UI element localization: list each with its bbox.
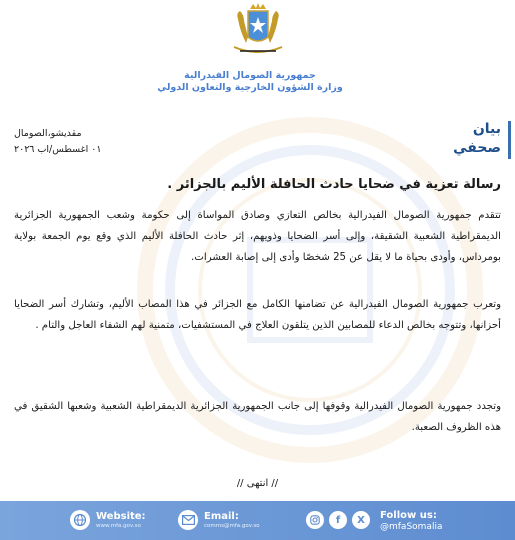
follow-handle[interactable]: @mfaSomalia <box>380 522 443 532</box>
ministry-name <box>130 70 370 94</box>
mail-icon <box>178 510 198 530</box>
facebook-icon[interactable]: f <box>329 511 347 529</box>
website-label: Website: <box>96 511 146 522</box>
instagram-icon[interactable] <box>306 511 324 529</box>
globe-icon <box>70 510 90 530</box>
coat-of-arms-emblem <box>226 3 290 65</box>
ministry-line-2: وزارة الشؤون الخارجية والتعاون الدولي <box>157 82 343 93</box>
x-icon[interactable]: X <box>352 511 370 529</box>
document-subject: رسالة تعزية في ضحايا حادث الحافلة الأليم بالجزائر . <box>167 177 501 192</box>
document-type-line-2: صحفي <box>453 140 501 156</box>
end-note: // انتهى // <box>236 478 279 489</box>
email-label: Email: <box>204 511 239 522</box>
paragraph-3: وتجدد جمهورية الصومال الفيدرالية وقوفها إلى جانب الجمهورية الجزائرية الديمقراطية الشعبية وشعبها الشقيق في هذه الظروف الصعبة. <box>14 401 501 433</box>
paragraph-2: وتعرب جمهورية الصومال الفيدرالية عن تضامنها الكامل مع الجزائر في هذا المصاب الأليم، وتشارك أسر الضحايا أحزانها، وتتوجه بخالص الدعاء للمصابين الذين يتلقون العلاج في المستشفيات، متمنية لهم الشفاء العاجل والتام . <box>14 299 501 331</box>
document-type <box>453 120 501 158</box>
paragraph-1: تتقدم جمهورية الصومال الفيدرالية بخالص التعازي وصادق المواساة إلى حكومة وشعب الجمهورية الجزائرية الديمقراطية الشعبية الشقيقة، وإلى أسر الضحايا وذويهم، إثر حادث الحافلة الأليم الذي وقع يوم الجمعة بولاية بومرداس، وأودى بحياة ما لا يقل عن 25 شخصًا وأدى إلى إصابة العشرات. <box>14 210 501 263</box>
place-and-date <box>14 126 134 158</box>
website-value[interactable]: www.mfa.gov.so <box>96 523 141 529</box>
social-handle[interactable] <box>376 510 512 532</box>
email-value[interactable]: comms@mfa.gov.so <box>204 523 260 529</box>
ministry-line-1: جمهورية الصومال الفيدرالية <box>184 70 316 81</box>
document-type-line-1: بيان <box>472 121 501 137</box>
header-accent-bar <box>508 121 511 159</box>
place: مقديشو،الصومال <box>14 128 82 139</box>
follow-label: Follow us: <box>380 510 437 521</box>
contact-footer <box>0 501 515 540</box>
email-contact[interactable] <box>178 510 298 532</box>
date: ٠١ اغسطس/اب ٢٠٢٦ <box>14 144 102 155</box>
